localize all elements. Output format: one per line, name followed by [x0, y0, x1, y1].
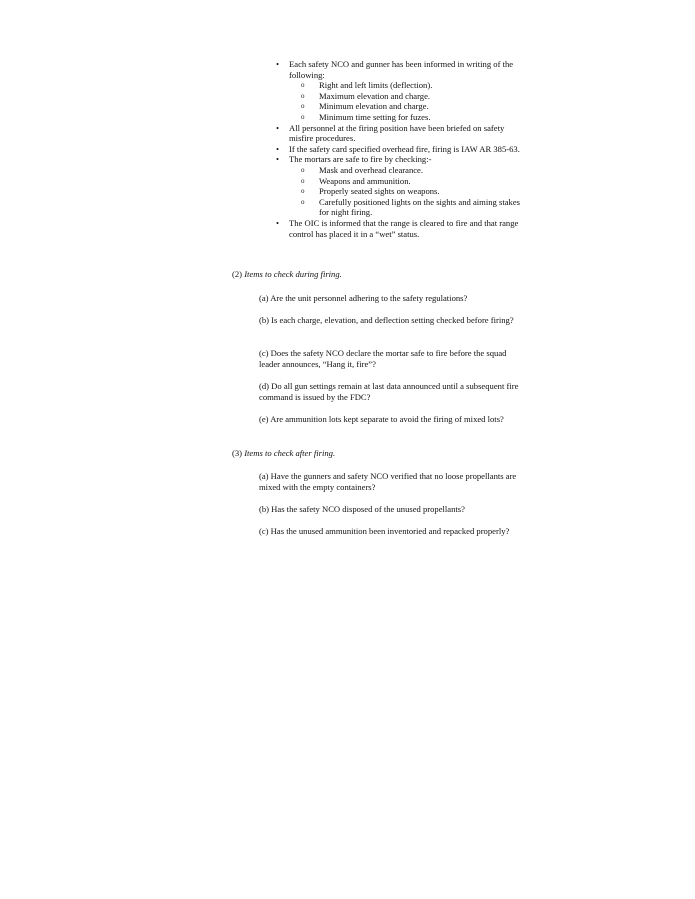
- checklist-question: (c) Does the safety NCO declare the mortar safe to fire before the squad leader announces, “Hang it, fire”?: [259, 348, 507, 369]
- circle-bullet-icon: o: [301, 102, 305, 111]
- bullet-icon: •: [276, 143, 280, 154]
- checklist-question: (b) Has the safety NCO disposed of the unused propellants?: [259, 504, 465, 514]
- list-item: [276, 154, 526, 218]
- section-number: (3): [232, 448, 243, 458]
- sublist-item-text: Minimum time setting for fuzes.: [319, 111, 431, 122]
- list-item-text: Each safety NCO and gunner has been informed in writing of the following:: [289, 59, 514, 80]
- sublist-item-text: Properly seated sights on weapons.: [319, 186, 440, 197]
- circle-bullet-icon: o: [301, 187, 305, 196]
- circle-bullet-icon: o: [301, 197, 305, 206]
- checklist-question: (c) Has the unused ammunition been inventoried and repacked properly?: [259, 526, 510, 536]
- circle-bullet-icon: o: [301, 165, 305, 174]
- bullet-icon: •: [276, 154, 280, 165]
- sublist: [289, 165, 526, 218]
- bullet-icon: •: [276, 217, 280, 228]
- section-heading-during-firing: [232, 269, 342, 280]
- circle-bullet-icon: o: [301, 81, 305, 90]
- sublist-item: [289, 165, 526, 176]
- sublist-item: [289, 101, 526, 112]
- list-item: [276, 59, 526, 123]
- sublist-item-text: Minimum elevation and charge.: [319, 101, 429, 112]
- sublist-item: [289, 112, 526, 123]
- list-item-text: All personnel at the firing position have been briefed on safety misfire procedures.: [289, 122, 505, 144]
- checklist-question: (d) Do all gun settings remain at last data announced until a subsequent fire command is issued by the FDC?: [259, 381, 519, 402]
- circle-bullet-icon: o: [301, 176, 305, 185]
- section-heading-after-firing: [232, 448, 335, 459]
- list-item: [276, 123, 526, 144]
- sublist-item: [289, 80, 526, 91]
- checklist-question: (b) Is each charge, elevation, and deflection setting checked before firing?: [259, 315, 514, 325]
- circle-bullet-icon: o: [301, 91, 305, 100]
- sublist: [289, 80, 526, 122]
- checklist-question: (a) Are the unit personnel adhering to the safety regulations?: [259, 293, 468, 303]
- checklist-question: (a) Have the gunners and safety NCO verified that no loose propellants are mixed with the empty containers?: [259, 471, 517, 492]
- sublist-item-text: Maximum elevation and charge.: [319, 90, 431, 101]
- sublist-item: [289, 176, 526, 187]
- list-item-text: The OIC is informed that the range is cleared to fire and that range control has placed it in a “wet” status.: [289, 217, 519, 239]
- sublist-item-text: Carefully positioned lights on the sights and aiming stakes for night firing.: [319, 196, 520, 218]
- list-item: [276, 144, 526, 155]
- sublist-item: [289, 91, 526, 102]
- sublist-item: [289, 197, 526, 218]
- sublist-item-text: Weapons and ammunition.: [319, 175, 411, 186]
- section-title: Items to check after firing.: [244, 448, 336, 458]
- sublist-item: [289, 186, 526, 197]
- sublist-item-text: Right and left limits (deflection).: [319, 80, 433, 91]
- circle-bullet-icon: o: [301, 112, 305, 121]
- sublist-item-text: Mask and overhead clearance.: [319, 164, 424, 175]
- checklist-question: (e) Are ammunition lots kept separate to avoid the firing of mixed lots?: [259, 414, 504, 424]
- section-title: Items to check during firing.: [244, 269, 342, 279]
- list-item: [276, 218, 526, 239]
- checklist-before-firing: [276, 59, 526, 239]
- list-item-text: If the safety card specified overhead fire, firing is IAW AR 385-63.: [289, 143, 520, 154]
- section-number: (2): [232, 269, 243, 279]
- bullet-icon: •: [276, 122, 280, 133]
- bullet-icon: •: [276, 59, 280, 69]
- list-item-text: The mortars are safe to fire by checking:-: [289, 154, 432, 165]
